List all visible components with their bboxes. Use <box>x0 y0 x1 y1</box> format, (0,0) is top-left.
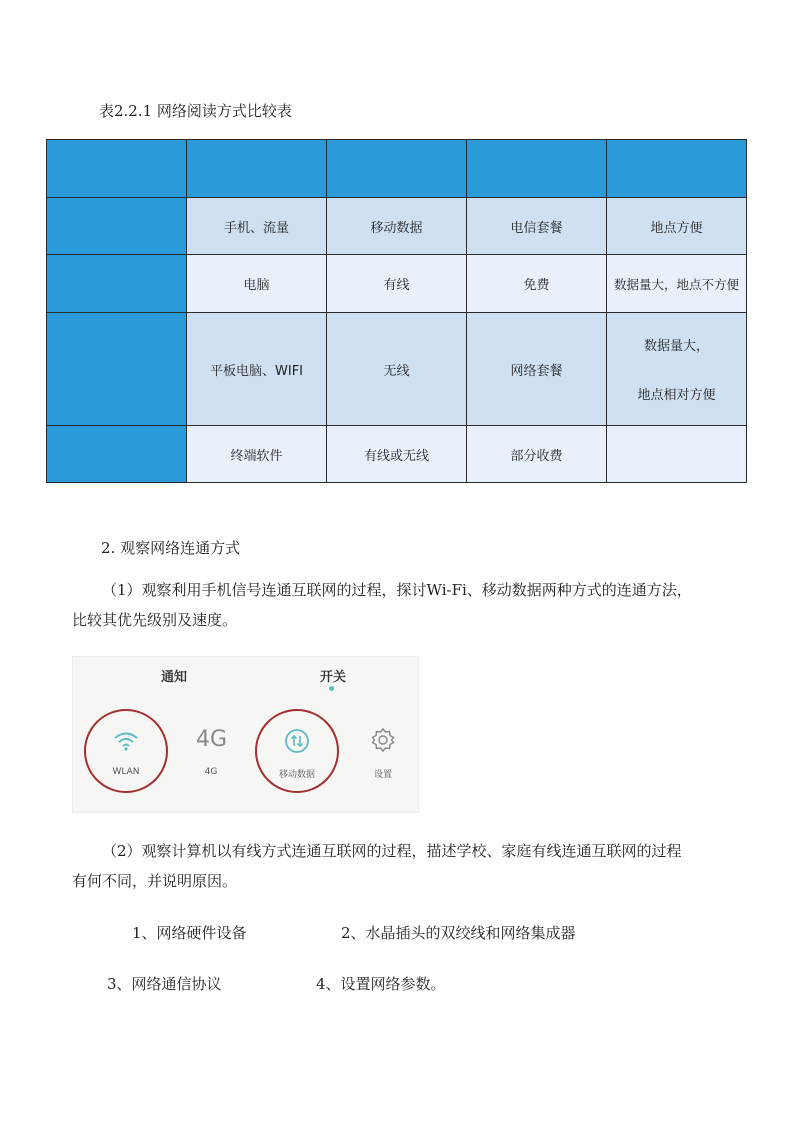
table-cell: 电信套餐 <box>467 198 607 255</box>
table-cell: 有线或无线 <box>327 426 467 483</box>
table-row <box>47 313 747 426</box>
wifi-icon <box>113 730 139 752</box>
row-header-cell <box>47 255 187 313</box>
header-cell <box>187 140 327 198</box>
table-cell <box>607 426 747 483</box>
list-item-1: 1、网络硬件设备 <box>132 924 247 942</box>
header-cell <box>47 140 187 198</box>
table-header-row <box>47 140 747 198</box>
tab-switch[interactable]: 开关 <box>320 670 347 685</box>
mobile-data-label: 移动数据 <box>278 770 315 780</box>
table-cell: 平板电脑、WIFI <box>187 313 327 426</box>
row-header-cell <box>47 198 187 255</box>
mobile-data-icon <box>284 728 310 754</box>
header-cell <box>467 140 607 198</box>
list-item-3: 3、网络通信协议 <box>107 975 222 993</box>
table-row <box>47 426 747 483</box>
active-tab-indicator <box>329 686 334 691</box>
list-item-2: 2、水晶插头的双绞线和网络集成器 <box>341 924 576 942</box>
tab-notify[interactable]: 通知 <box>161 670 188 685</box>
table-cell: 免费 <box>467 255 607 313</box>
gear-icon[interactable] <box>370 727 396 753</box>
table-cell: 地点方便 <box>607 198 747 255</box>
table-cell <box>607 313 747 426</box>
mobile-data-toggle[interactable] <box>255 709 339 793</box>
phone-quick-settings-screenshot <box>72 656 419 813</box>
paragraph-line: （1）观察利用手机信号连通互联网的过程，探讨Wi-Fi、移动数据两种方式的连通方法， <box>102 581 692 599</box>
table-row <box>47 255 747 313</box>
paragraph-line: 比较其优先级别及速度。 <box>72 611 238 629</box>
cell-line: 地点相对方便 <box>637 388 716 403</box>
section-title: 2. 观察网络连通方式 <box>101 539 241 557</box>
settings-label: 设置 <box>373 770 392 780</box>
table-cell: 移动数据 <box>327 198 467 255</box>
table-caption: 表2.2.1 网络阅读方式比较表 <box>99 102 292 120</box>
header-cell <box>327 140 467 198</box>
list-item-4: 4、设置网络参数。 <box>316 975 446 993</box>
wlan-label: WLAN <box>112 767 140 777</box>
paragraph-line: 有何不同，并说明原因。 <box>72 872 238 890</box>
paragraph-2 <box>72 836 722 896</box>
table-cell: 有线 <box>327 255 467 313</box>
paragraph-1 <box>72 575 722 635</box>
table-row <box>47 198 747 255</box>
4g-icon[interactable]: 4G <box>196 727 228 752</box>
table-cell: 部分收费 <box>467 426 607 483</box>
table-cell: 数据量大，地点不方便 <box>607 255 747 313</box>
row-header-cell <box>47 313 187 426</box>
row-header-cell <box>47 426 187 483</box>
cell-line: 数据量大， <box>643 339 709 354</box>
table-cell: 手机、流量 <box>187 198 327 255</box>
4g-label: 4G <box>204 767 218 777</box>
paragraph-line: （2）观察计算机以有线方式连通互联网的过程，描述学校、家庭有线连通互联网的过程 <box>102 842 682 860</box>
header-cell <box>607 140 747 198</box>
table-cell: 终端软件 <box>187 426 327 483</box>
comparison-table <box>46 139 747 483</box>
table-cell: 网络套餐 <box>467 313 607 426</box>
wlan-toggle[interactable] <box>84 709 168 793</box>
table-cell: 电脑 <box>187 255 327 313</box>
table-cell: 无线 <box>327 313 467 426</box>
